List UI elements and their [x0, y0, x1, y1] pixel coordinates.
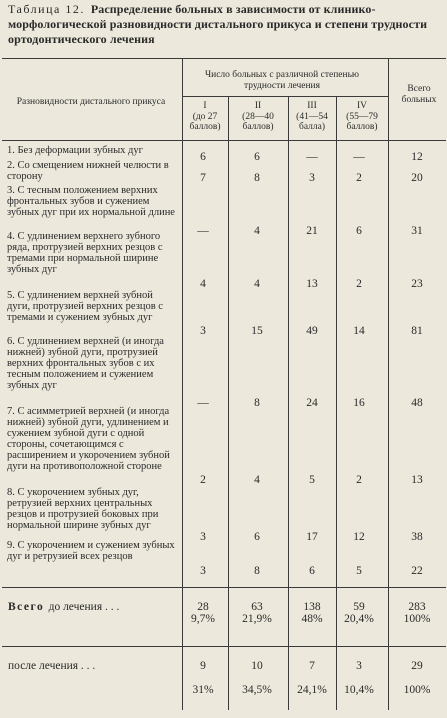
totals-before-count: 63	[251, 601, 263, 613]
header-degree-range: (41—54 балла)	[296, 111, 328, 132]
row-value: 8	[254, 397, 260, 409]
row-value: 81	[411, 325, 423, 337]
totals-before-percent: 100%	[403, 613, 431, 625]
header-total: Всего больных	[401, 84, 437, 105]
header-degree	[230, 101, 286, 133]
totals-after-percent: 31%	[192, 684, 214, 696]
caption-text: Распределение больных в зависимости от клинико-морфологической разновидности дистального прикуса и степени трудности ортодонтического лечения	[8, 2, 428, 46]
table-caption	[8, 2, 444, 47]
row-value: 4	[254, 278, 260, 290]
row-value: 24	[306, 397, 318, 409]
row-label: 7. С асимметрией верхней (и иногда нижней) зубной дуги, удлинением и сужением зубной дуги с одной стороны, сочетающимся с расширением и укорочением зубной дуги на противоположной стороне	[7, 406, 170, 472]
row-value: 8	[254, 565, 260, 577]
row-value: 6	[200, 151, 206, 163]
rule-header	[2, 140, 446, 141]
header-degree-roman: I	[203, 101, 207, 111]
row-value: 21	[306, 225, 318, 237]
row-value: 6	[254, 151, 260, 163]
row-value: 6	[254, 531, 260, 543]
row-value: 5	[356, 565, 362, 577]
header-degree-range: (28—40 баллов)	[242, 111, 274, 132]
row-value: 3	[309, 172, 315, 184]
row-label: 4. С удлинением верхнего зубного ряда, протрузией верхних резцов с тремами при нормальной ширине зубных дуг	[7, 231, 163, 275]
totals-before-label-bold: Всего	[8, 601, 49, 613]
row-value: 3	[200, 531, 206, 543]
totals-before-percent: 21,9%	[242, 613, 272, 625]
row-value: 13	[306, 278, 318, 290]
totals-after-count: 29	[411, 660, 423, 672]
totals-after-percent: 24,1%	[297, 684, 327, 696]
row-value: 14	[353, 325, 365, 337]
totals-after-count: 10	[251, 660, 263, 672]
totals-after-percent: 34,5%	[242, 684, 272, 696]
header-degree-range: (до 27 баллов)	[189, 111, 221, 132]
totals-before-count: 28	[197, 601, 209, 613]
row-value: 20	[411, 172, 423, 184]
row-value: 2	[356, 474, 362, 486]
row-value: 3	[200, 565, 206, 577]
row-value: —	[197, 225, 209, 237]
row-value: 7	[200, 172, 206, 184]
row-value: 23	[411, 278, 423, 290]
row-value: 15	[251, 325, 263, 337]
row-value: 2	[200, 474, 206, 486]
row-value: 17	[306, 531, 318, 543]
row-value: 12	[353, 531, 365, 543]
totals-after-label: после лечения . . .	[8, 660, 96, 672]
header-variety: Разновидности дистального прикуса	[16, 97, 166, 107]
row-label: 3. С тесным положением верхних фронтальных зубов и сужением зубных дуг при их нормальной длине	[7, 185, 175, 218]
totals-before-label-rest: до лечения . . .	[48, 601, 120, 613]
header-degree	[290, 101, 334, 133]
rule-col-5	[388, 58, 389, 710]
row-value: 16	[353, 397, 365, 409]
row-value: 8	[254, 172, 260, 184]
row-value: 12	[411, 151, 423, 163]
totals-after-count: 9	[200, 660, 206, 672]
totals-before-percent: 20,4%	[344, 613, 374, 625]
row-value: 31	[411, 225, 423, 237]
header-degree	[184, 101, 226, 133]
row-value: 49	[306, 325, 318, 337]
header-degree-range: (55—79 баллов)	[346, 111, 378, 132]
totals-after-count: 7	[309, 660, 315, 672]
rule-group	[182, 96, 388, 97]
row-value: 3	[200, 325, 206, 337]
row-value: 5	[309, 474, 315, 486]
header-group: Число больных с различной степенью трудности лечения	[204, 70, 360, 91]
row-value: —	[197, 397, 209, 409]
rule-top	[2, 58, 446, 59]
header-degree-roman: II	[254, 101, 262, 111]
row-value: —	[306, 151, 318, 163]
row-value: —	[353, 151, 365, 163]
totals-before-percent: 9,7%	[191, 613, 215, 625]
totals-after-percent: 100%	[403, 684, 431, 696]
totals-after-percent: 10,4%	[344, 684, 374, 696]
row-value: 6	[356, 225, 362, 237]
row-value: 2	[356, 172, 362, 184]
row-value: 2	[356, 278, 362, 290]
row-value: 4	[254, 225, 260, 237]
header-degree-roman: IV	[356, 101, 368, 111]
totals-before-percent: 48%	[301, 613, 323, 625]
totals-before-count: 138	[303, 601, 321, 613]
row-value: 4	[254, 474, 260, 486]
header-degree	[338, 101, 386, 133]
row-value: 48	[411, 397, 423, 409]
row-label: 9. С укорочением и сужением зубных дуг и ретрузией всех резцов	[7, 540, 175, 562]
row-value: 6	[309, 565, 315, 577]
totals-before-count: 283	[408, 601, 426, 613]
totals-after-count: 3	[356, 660, 362, 672]
rule-body	[2, 587, 446, 588]
row-label: 6. С удлинением верхней (и иногда нижней) зубной дуги, протрузией верхних фронтальных зубов с их тесным положением и сужением зубных дуг	[7, 336, 164, 391]
totals-before-count: 59	[353, 601, 365, 613]
totals-before-label	[8, 601, 180, 613]
row-label: 1. Без деформации зубных дуг	[7, 145, 143, 156]
header-degree-roman: III	[307, 101, 317, 111]
row-value: 13	[411, 474, 423, 486]
row-label: 8. С укорочением зубных дуг, ретрузией верхних центральных резцов и протрузией боковых при нормальной ширине зубных дуг	[7, 487, 159, 531]
row-label: 2. Со смещением нижней челюсти в сторону	[7, 160, 169, 182]
rule-before	[2, 646, 446, 647]
caption-lead: Таблица 12.	[8, 2, 85, 16]
row-value: 4	[200, 278, 206, 290]
row-label: 5. С удлинением верхней зубной дуги, протрузией верхних резцов с тремами и сужением зубных дуг	[7, 290, 163, 323]
row-value: 22	[411, 565, 423, 577]
row-value: 38	[411, 531, 423, 543]
